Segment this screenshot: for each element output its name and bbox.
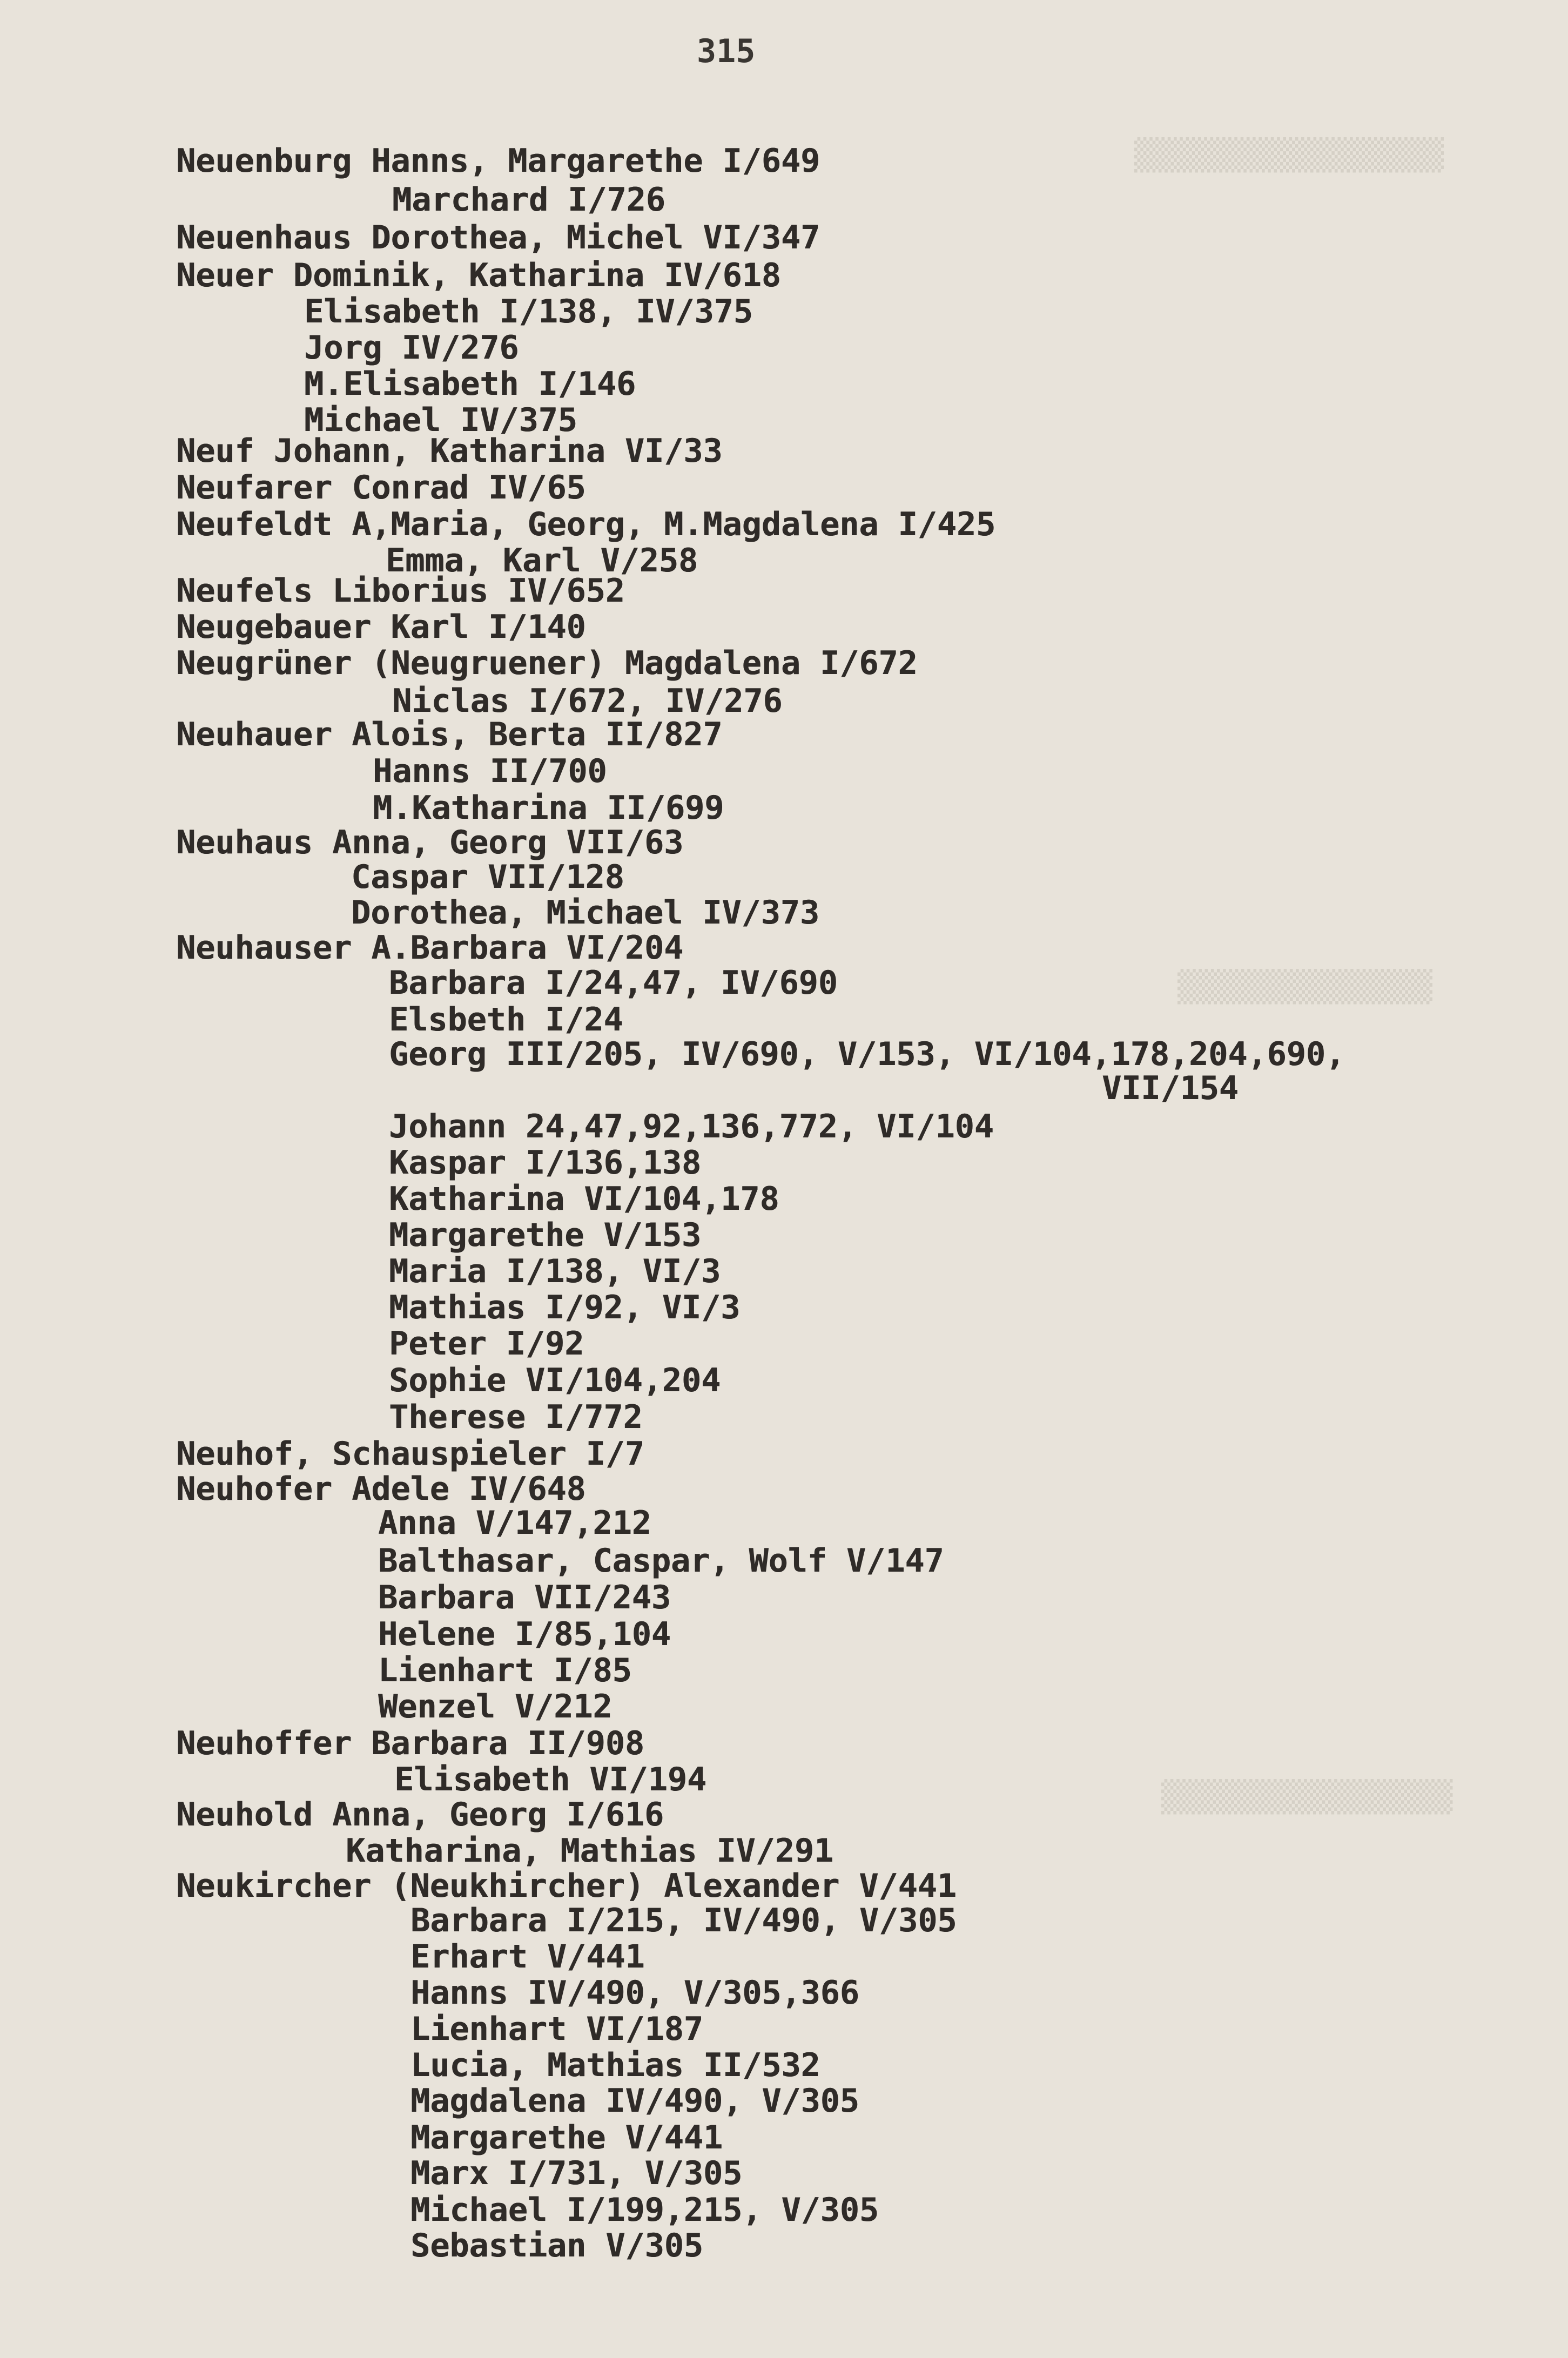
index-line: Dorothea, Michael IV/373 bbox=[351, 894, 819, 932]
index-line: Katharina VI/104,178 bbox=[389, 1180, 779, 1218]
bleed-through-texture: ▒▒▒▒▒▒▒▒▒▒▒▒▒▒ bbox=[1177, 969, 1433, 1005]
index-line: Elsbeth I/24 bbox=[389, 1001, 623, 1039]
index-line: Neugrüner (Neugruener) Magdalena I/672 bbox=[176, 644, 918, 682]
index-line: Georg III/205, IV/690, V/153, VI/104,178,204,690, bbox=[389, 1035, 1345, 1073]
index-line: Johann 24,47,92,136,772, VI/104 bbox=[389, 1108, 994, 1146]
index-line: Neuenburg Hanns, Margarethe I/649 bbox=[176, 142, 820, 180]
index-line: Marchard I/726 bbox=[392, 181, 665, 219]
index-line: Neukircher (Neukhircher) Alexander V/441 bbox=[176, 1867, 957, 1905]
index-line: Hanns II/700 bbox=[373, 752, 607, 790]
index-line: Sebastian V/305 bbox=[410, 2227, 703, 2265]
index-line: Margarethe V/153 bbox=[389, 1216, 701, 1254]
index-line: Jorg IV/276 bbox=[304, 329, 519, 367]
index-line: Barbara I/215, IV/490, V/305 bbox=[410, 1902, 957, 1939]
index-line: Margarethe V/441 bbox=[410, 2119, 723, 2157]
index-line: Neufeldt A,Maria, Georg, M.Magdalena I/425 bbox=[176, 506, 996, 543]
index-line: Neuhold Anna, Georg I/616 bbox=[176, 1796, 664, 1834]
index-line: Michael I/199,215, V/305 bbox=[410, 2191, 879, 2229]
index-line: Neuhauer Alois, Berta II/827 bbox=[176, 716, 723, 753]
index-line: Niclas I/672, IV/276 bbox=[392, 682, 783, 720]
index-line: Emma, Karl V/258 bbox=[386, 542, 698, 580]
index-line: Neuhauser A.Barbara VI/204 bbox=[176, 929, 684, 967]
index-line: M.Elisabeth I/146 bbox=[304, 365, 636, 403]
index-line: Wenzel V/212 bbox=[378, 1688, 613, 1726]
index-line: Therese I/772 bbox=[389, 1398, 643, 1436]
index-line: Neufels Liborius IV/652 bbox=[176, 572, 625, 610]
index-line: Katharina, Mathias IV/291 bbox=[346, 1832, 834, 1870]
index-line: VII/154 bbox=[1102, 1069, 1239, 1107]
index-line: Neuer Dominik, Katharina IV/618 bbox=[176, 257, 781, 294]
index-line: M.Katharina II/699 bbox=[373, 789, 724, 827]
index-line: Neuhaus Anna, Georg VII/63 bbox=[176, 824, 684, 861]
page-number: 315 bbox=[697, 32, 756, 70]
index-line: Caspar VII/128 bbox=[351, 858, 624, 896]
index-line: Elisabeth I/138, IV/375 bbox=[304, 293, 753, 331]
index-line: Neuhof, Schauspieler I/7 bbox=[176, 1435, 644, 1473]
index-line: Sophie VI/104,204 bbox=[389, 1362, 721, 1399]
index-line: Lucia, Mathias II/532 bbox=[410, 2046, 820, 2084]
index-line: Balthasar, Caspar, Wolf V/147 bbox=[378, 1542, 944, 1580]
index-line: Elisabeth VI/194 bbox=[394, 1761, 706, 1798]
index-line: Anna V/147,212 bbox=[378, 1504, 651, 1542]
index-line: Hanns IV/490, V/305,366 bbox=[410, 1974, 859, 2012]
index-line: Marx I/731, V/305 bbox=[410, 2154, 743, 2192]
index-line: Neugebauer Karl I/140 bbox=[176, 608, 586, 646]
index-line: Kaspar I/136,138 bbox=[389, 1144, 701, 1182]
index-line: Barbara I/24,47, IV/690 bbox=[389, 964, 838, 1002]
index-line: Lienhart VI/187 bbox=[410, 2010, 703, 2048]
index-line: Michael IV/375 bbox=[304, 401, 577, 439]
bleed-through-texture: ▒▒▒▒▒▒▒▒▒▒▒▒▒▒▒▒ bbox=[1161, 1780, 1453, 1815]
index-line: Neufarer Conrad IV/65 bbox=[176, 469, 586, 507]
bleed-through-texture: ▒▒▒▒▒▒▒▒▒▒▒▒▒▒▒▒▒ bbox=[1134, 138, 1444, 173]
index-line: Neuhofer Adele IV/648 bbox=[176, 1470, 586, 1508]
index-line: Lienhart I/85 bbox=[378, 1652, 632, 1689]
index-line: Barbara VII/243 bbox=[378, 1579, 671, 1616]
index-line: Neuf Johann, Katharina VI/33 bbox=[176, 432, 723, 470]
index-line: Peter I/92 bbox=[389, 1325, 584, 1363]
index-line: Neuhoffer Barbara II/908 bbox=[176, 1724, 644, 1762]
index-line: Magdalena IV/490, V/305 bbox=[410, 2082, 859, 2120]
index-line: Neuenhaus Dorothea, Michel VI/347 bbox=[176, 219, 820, 257]
index-line: Erhart V/441 bbox=[410, 1938, 645, 1976]
index-line: Mathias I/92, VI/3 bbox=[389, 1289, 741, 1326]
index-line: Helene I/85,104 bbox=[378, 1615, 671, 1653]
index-line: Maria I/138, VI/3 bbox=[389, 1252, 721, 1290]
